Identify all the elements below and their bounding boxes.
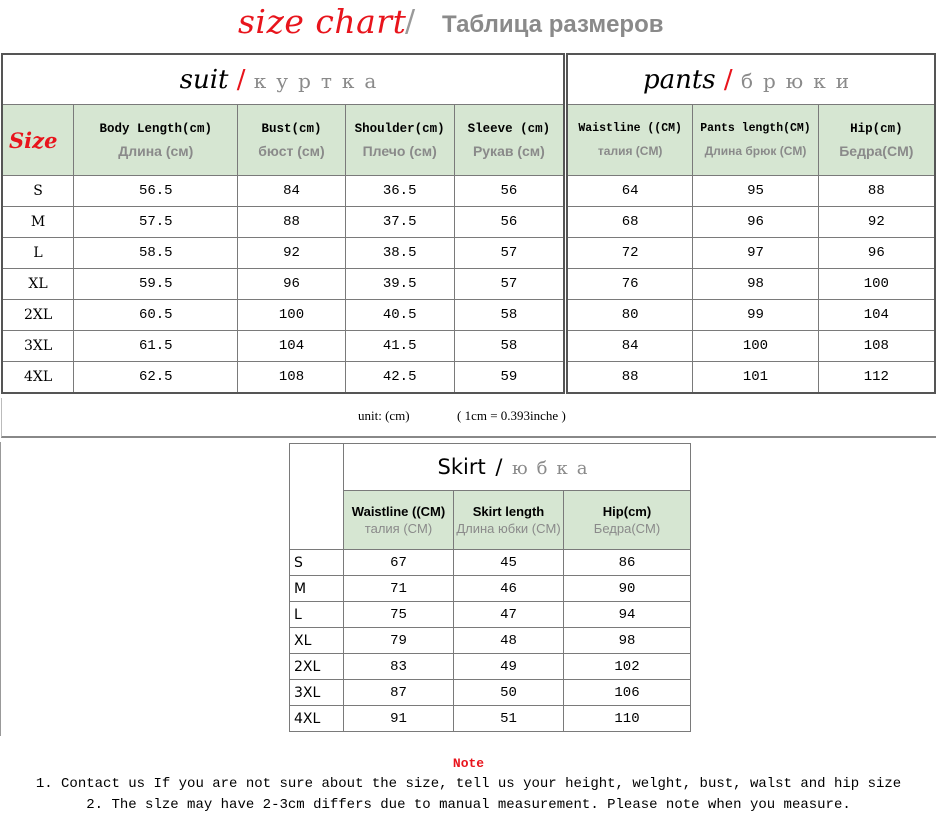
table-cell: 98 — [693, 269, 818, 300]
col-label-en: Hip(cm) — [850, 122, 903, 136]
table-row — [2, 207, 564, 238]
table-cell: 40.5 — [345, 300, 454, 331]
col-label-ru: талия (CM) — [364, 521, 433, 536]
table-cell: 84 — [238, 176, 345, 207]
table-cell: 61.5 — [74, 331, 238, 362]
table-cell: 88 — [567, 362, 693, 394]
table-cell: 101 — [693, 362, 818, 394]
skirt-title — [344, 444, 691, 491]
suit-title-slash: / — [236, 64, 246, 95]
table-cell: 75 — [344, 602, 454, 628]
pants-title-slash: / — [723, 64, 733, 95]
table-row — [567, 300, 935, 331]
size-cell: XL — [290, 628, 344, 654]
note-title: Note — [452, 756, 485, 771]
skirt-corner-lower — [290, 491, 344, 550]
col-label-en: Body Length(cm) — [99, 122, 213, 136]
pants-col-header — [818, 105, 935, 176]
table-row — [290, 680, 691, 706]
table-cell: 100 — [238, 300, 345, 331]
table-cell: 68 — [567, 207, 693, 238]
table-cell: 72 — [567, 238, 693, 269]
note-line-2: 2. The slze may have 2-3cm differs due to manual measurement. Please note when you measure. — [86, 797, 851, 813]
skirt-table — [289, 443, 691, 732]
table-cell: 51 — [454, 706, 564, 732]
note-line-1: 1. Contact us If you are not sure about the size, tell us your height, welght, bust, walst and hip size — [35, 776, 902, 792]
table-cell: 97 — [693, 238, 818, 269]
table-row — [290, 628, 691, 654]
table-cell: 96 — [693, 207, 818, 238]
table-cell: 49 — [454, 654, 564, 680]
table-cell: 46 — [454, 576, 564, 602]
table-cell: 37.5 — [345, 207, 454, 238]
table-row — [2, 269, 564, 300]
suit-col-header — [74, 105, 238, 176]
size-cell: M — [2, 207, 74, 238]
table-cell: 86 — [564, 550, 691, 576]
table-row — [567, 331, 935, 362]
size-cell: 2XL — [290, 654, 344, 680]
table-cell: 58 — [454, 331, 564, 362]
table-row — [290, 706, 691, 732]
table-cell: 95 — [693, 176, 818, 207]
table-row — [2, 176, 564, 207]
size-cell: 3XL — [290, 680, 344, 706]
table-cell: 56.5 — [74, 176, 238, 207]
unit-label: unit: (cm) — [358, 408, 410, 423]
table-cell: 84 — [567, 331, 693, 362]
table-cell: 79 — [344, 628, 454, 654]
table-cell: 83 — [344, 654, 454, 680]
size-cell: 4XL — [290, 706, 344, 732]
table-row — [567, 269, 935, 300]
skirt-title-slash: / — [495, 455, 503, 479]
pants-title-en: pants — [642, 64, 716, 95]
table-cell: 110 — [564, 706, 691, 732]
left-border-line — [0, 442, 1, 736]
suit-col-header — [238, 105, 345, 176]
col-label-ru: талия (CM) — [597, 144, 663, 158]
skirt-title-ru: юбка — [512, 458, 597, 479]
title-slash: / — [405, 4, 416, 39]
table-cell: 41.5 — [345, 331, 454, 362]
table-cell: 88 — [818, 176, 935, 207]
pants-col-header — [567, 105, 693, 176]
table-cell: 48 — [454, 628, 564, 654]
table-cell: 76 — [567, 269, 693, 300]
table-cell: 100 — [693, 331, 818, 362]
col-label-ru: Длина (см) — [118, 143, 194, 159]
table-cell: 88 — [238, 207, 345, 238]
skirt-corner — [290, 444, 344, 491]
table-cell: 112 — [818, 362, 935, 394]
pants-col-header — [693, 105, 818, 176]
size-cell: M — [290, 576, 344, 602]
size-cell: L — [2, 238, 74, 269]
table-row — [2, 331, 564, 362]
table-cell: 57 — [454, 238, 564, 269]
table-cell: 36.5 — [345, 176, 454, 207]
size-cell: XL — [2, 269, 74, 300]
pants-title — [567, 54, 935, 105]
table-cell: 56 — [454, 207, 564, 238]
table-cell: 106 — [564, 680, 691, 706]
col-label-en: Shoulder(cm) — [354, 122, 445, 136]
table-cell: 100 — [818, 269, 935, 300]
skirt-col-header — [454, 491, 564, 550]
skirt-title-en: Skirt — [437, 455, 486, 479]
col-label-ru: бюст (см) — [258, 143, 325, 159]
table-row — [290, 602, 691, 628]
table-cell: 104 — [818, 300, 935, 331]
col-label-en: Sleeve (cm) — [467, 122, 551, 136]
col-label-ru: Длина юбки (CM) — [456, 521, 561, 536]
table-cell: 58.5 — [74, 238, 238, 269]
table-row — [2, 362, 564, 394]
table-cell: 71 — [344, 576, 454, 602]
size-cell: S — [290, 550, 344, 576]
page-title — [0, 0, 937, 50]
col-label-ru: Бедра(CM) — [593, 521, 661, 536]
table-cell: 45 — [454, 550, 564, 576]
table-cell: 91 — [344, 706, 454, 732]
table-cell: 38.5 — [345, 238, 454, 269]
size-header: Size — [2, 105, 74, 176]
col-label-ru: Длина брюк (CM) — [704, 144, 807, 158]
table-cell: 50 — [454, 680, 564, 706]
col-label-en: Pants length(CM) — [700, 122, 811, 135]
table-cell: 39.5 — [345, 269, 454, 300]
table-cell: 92 — [818, 207, 935, 238]
suit-table — [1, 53, 565, 394]
table-cell: 108 — [818, 331, 935, 362]
table-row — [290, 654, 691, 680]
table-row — [567, 176, 935, 207]
suit-title-ru: куртка — [253, 68, 387, 93]
skirt-col-header — [344, 491, 454, 550]
table-cell: 47 — [454, 602, 564, 628]
table-row — [290, 550, 691, 576]
table-row — [2, 238, 564, 269]
title-main: size chart — [238, 2, 407, 41]
table-cell: 104 — [238, 331, 345, 362]
table-cell: 108 — [238, 362, 345, 394]
table-cell: 57 — [454, 269, 564, 300]
pants-title-ru: брюки — [740, 68, 860, 93]
table-row — [2, 300, 564, 331]
suit-col-header — [345, 105, 454, 176]
table-cell: 62.5 — [74, 362, 238, 394]
size-cell: 4XL — [2, 362, 74, 394]
col-label-en: Waistline ((CM) — [351, 504, 446, 519]
table-cell: 57.5 — [74, 207, 238, 238]
col-label-ru: Бедра(CM) — [839, 143, 914, 159]
table-cell: 59 — [454, 362, 564, 394]
skirt-col-header — [564, 491, 691, 550]
suit-title — [2, 54, 564, 105]
size-cell: 3XL — [2, 331, 74, 362]
table-row — [290, 576, 691, 602]
table-cell: 96 — [238, 269, 345, 300]
pants-table — [566, 53, 936, 394]
col-label-en: Bust(cm) — [261, 122, 322, 136]
table-cell: 67 — [344, 550, 454, 576]
col-label-ru: Рукав (см) — [472, 143, 545, 159]
table-cell: 64 — [567, 176, 693, 207]
table-cell: 98 — [564, 628, 691, 654]
table-row — [567, 207, 935, 238]
unit-conversion: ( 1cm = 0.393inche ) — [457, 408, 566, 423]
table-cell: 96 — [818, 238, 935, 269]
table-cell: 99 — [693, 300, 818, 331]
col-label-en: Skirt length — [472, 504, 545, 519]
col-label-en: Waistline ((CM) — [578, 122, 682, 135]
table-row — [567, 238, 935, 269]
table-cell: 90 — [564, 576, 691, 602]
table-row — [567, 362, 935, 394]
table-cell: 80 — [567, 300, 693, 331]
table-cell: 56 — [454, 176, 564, 207]
table-cell: 92 — [238, 238, 345, 269]
title-russian: Таблица размеров — [442, 11, 664, 38]
unit-row — [1, 398, 936, 438]
size-cell: 2XL — [2, 300, 74, 331]
table-cell: 87 — [344, 680, 454, 706]
table-cell: 94 — [564, 602, 691, 628]
table-cell: 60.5 — [74, 300, 238, 331]
suit-col-header — [454, 105, 564, 176]
table-cell: 59.5 — [74, 269, 238, 300]
size-cell: L — [290, 602, 344, 628]
table-cell: 58 — [454, 300, 564, 331]
suit-title-en: suit — [179, 64, 229, 95]
table-cell: 42.5 — [345, 362, 454, 394]
col-label-en: Hip(cm) — [602, 504, 652, 519]
table-cell: 102 — [564, 654, 691, 680]
size-cell: S — [2, 176, 74, 207]
col-label-ru: Плечо (см) — [362, 143, 437, 159]
